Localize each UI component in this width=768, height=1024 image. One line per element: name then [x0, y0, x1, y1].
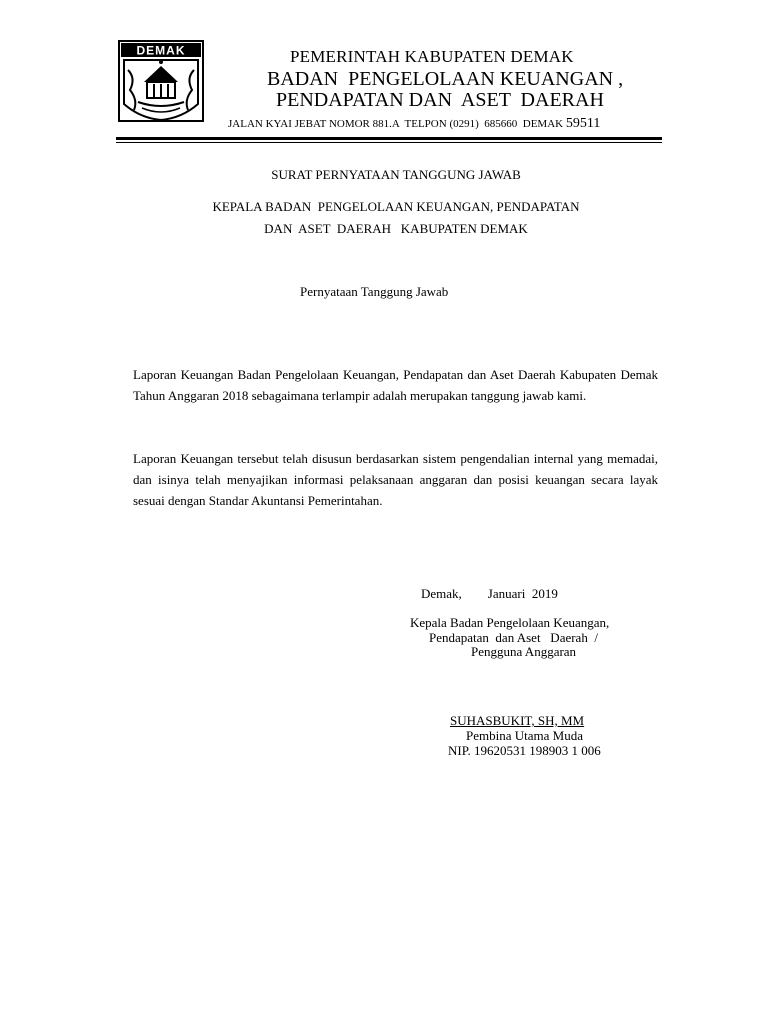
- body-paragraph-2: Laporan Keuangan tersebut telah disusun berdasarkan sistem pengendalian internal yang memadai, dan isinya telah menyajikan informasi pelaksanaan anggaran dan posisi keuangan secara layak sesuai dengan Standar Akuntansi Pemerintahan.: [133, 451, 658, 508]
- letterhead-agency-line2: PENDAPATAN DAN ASET DAERAH: [276, 89, 604, 111]
- demak-logo-icon: [118, 40, 204, 122]
- letterhead-agency-line1: BADAN PENGELOLAAN KEUANGAN ,: [267, 68, 624, 90]
- body-paragraph-1: Laporan Keuangan Badan Pengelolaan Keuangan, Pendapatan dan Aset Daerah Kabupaten Demak Tahun Anggaran 2018 sebagaimana terlampir adalah merupakan tanggung jawab kami.: [133, 367, 658, 403]
- official-title-line2: DAN ASET DAERAH KABUPATEN DEMAK: [264, 221, 528, 236]
- logo-text: DEMAK: [136, 43, 186, 58]
- letterhead-address: [228, 116, 600, 132]
- letterhead-rule-thin: [116, 142, 662, 143]
- letterhead-government: PEMERINTAH KABUPATEN DEMAK: [290, 47, 574, 66]
- address-text: JALAN KYAI JEBAT NOMOR 881.A TELPON (0291) 685660 DEMAK: [228, 118, 566, 130]
- statement-subtitle: Pernyataan Tanggung Jawab: [300, 284, 449, 299]
- signatory-rank: Pembina Utama Muda: [466, 728, 583, 743]
- official-title-line1: KEPALA BADAN PENGELOLAAN KEUANGAN, PENDAPATAN: [212, 199, 580, 214]
- signature-position-line1: Kepala Badan Pengelolaan Keuangan,: [410, 615, 610, 630]
- postal-code: 59511: [565, 116, 601, 131]
- document-title: SURAT PERNYATAAN TANGGUNG JAWAB: [271, 167, 521, 182]
- signatory-nip: NIP. 19620531 198903 1 006: [448, 743, 601, 758]
- signature-place-date: Demak, Januari 2019: [421, 586, 558, 601]
- signatory-name: SUHASBUKIT, SH, MM: [450, 713, 585, 728]
- letterhead-rule-thick: [116, 137, 662, 140]
- signature-position-line2: Pendapatan dan Aset Daerah /: [429, 630, 598, 645]
- signature-position-line3: Pengguna Anggaran: [471, 644, 577, 659]
